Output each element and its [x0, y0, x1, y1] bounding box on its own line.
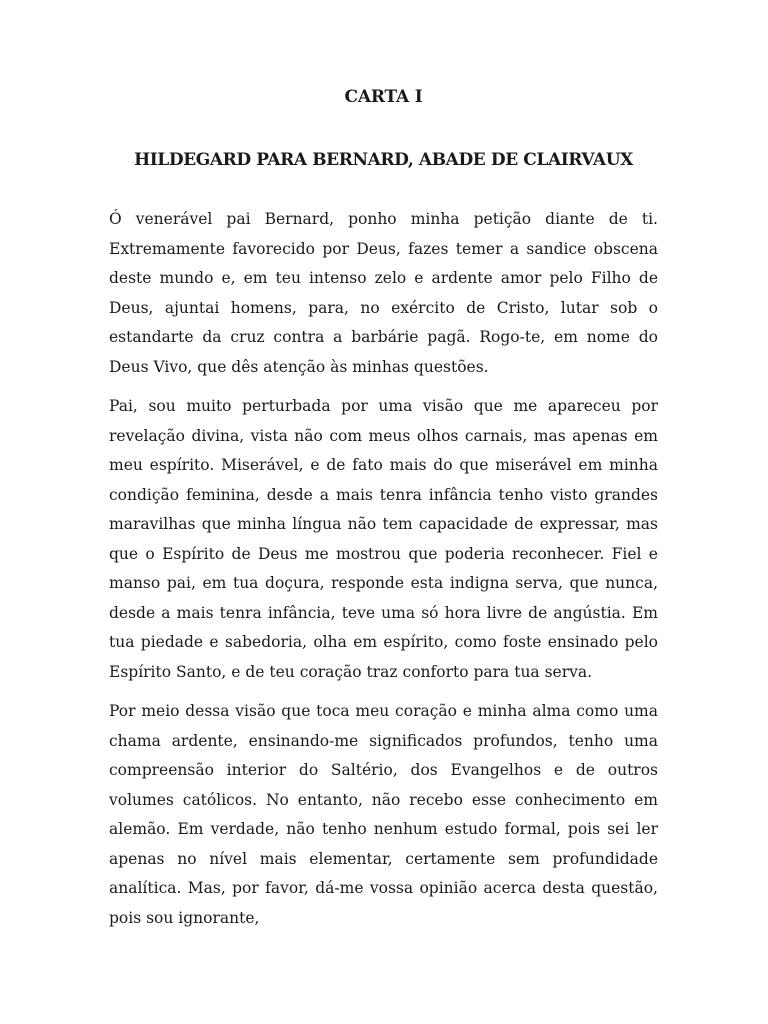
- paragraph-2: Pai, sou muito perturbada por uma visão que me apareceu por revelação divina, vista não com meus olhos carnais, mas apenas em meu espírito. Miserável, e de fato mais do que miserável em minha condição feminina, desde a mais tenra infância tenho visto grandes maravilhas que minha língua não tem capacidade de expressar, mas que o Espírito de Deus me mostrou que poderia reconhecer. Fiel e manso pai, em tua doçura, responde esta indigna serva, que nunca, desde a mais tenra infância, teve uma só hora livre de angústia. Em tua piedade e sabedoria, olha em espírito, como foste ensinado pelo Espírito Santo, e de teu coração traz conforto para tua serva.: [109, 397, 658, 681]
- letter-title: CARTA I: [344, 87, 423, 107]
- paragraph-1: Ó venerável pai Bernard, ponho minha petição diante de ti. Extremamente favorecido por Deus, fazes temer a sandice obscena deste mundo e, em teu intenso zelo e ardente amor pelo Filho de Deus, ajuntai homens, para, no exército de Cristo, lutar sob o estandarte da cruz contra a barbárie pagã. Rogo-te, em nome do Deus Vivo, que dês atenção às minhas questões.: [109, 210, 658, 376]
- document-page: [109, 84, 658, 943]
- letter-body: [109, 205, 658, 933]
- paragraph-3: Por meio dessa visão que toca meu coração e minha alma como uma chama ardente, ensinando-me significados profundos, tenho uma compreensão interior do Saltério, dos Evangelhos e de outros volumes católicos. No entanto, não recebo esse conhecimento em alemão. Em verdade, não tenho nenhum estudo formal, pois sei ler apenas no nível mais elementar, certamente sem profundidade analítica. Mas, por favor, dá-me vossa opinião acerca desta questão, pois sou ignorante,: [109, 702, 658, 927]
- letter-subtitle: HILDEGARD PARA BERNARD, ABADE DE CLAIRVAUX: [134, 150, 633, 170]
